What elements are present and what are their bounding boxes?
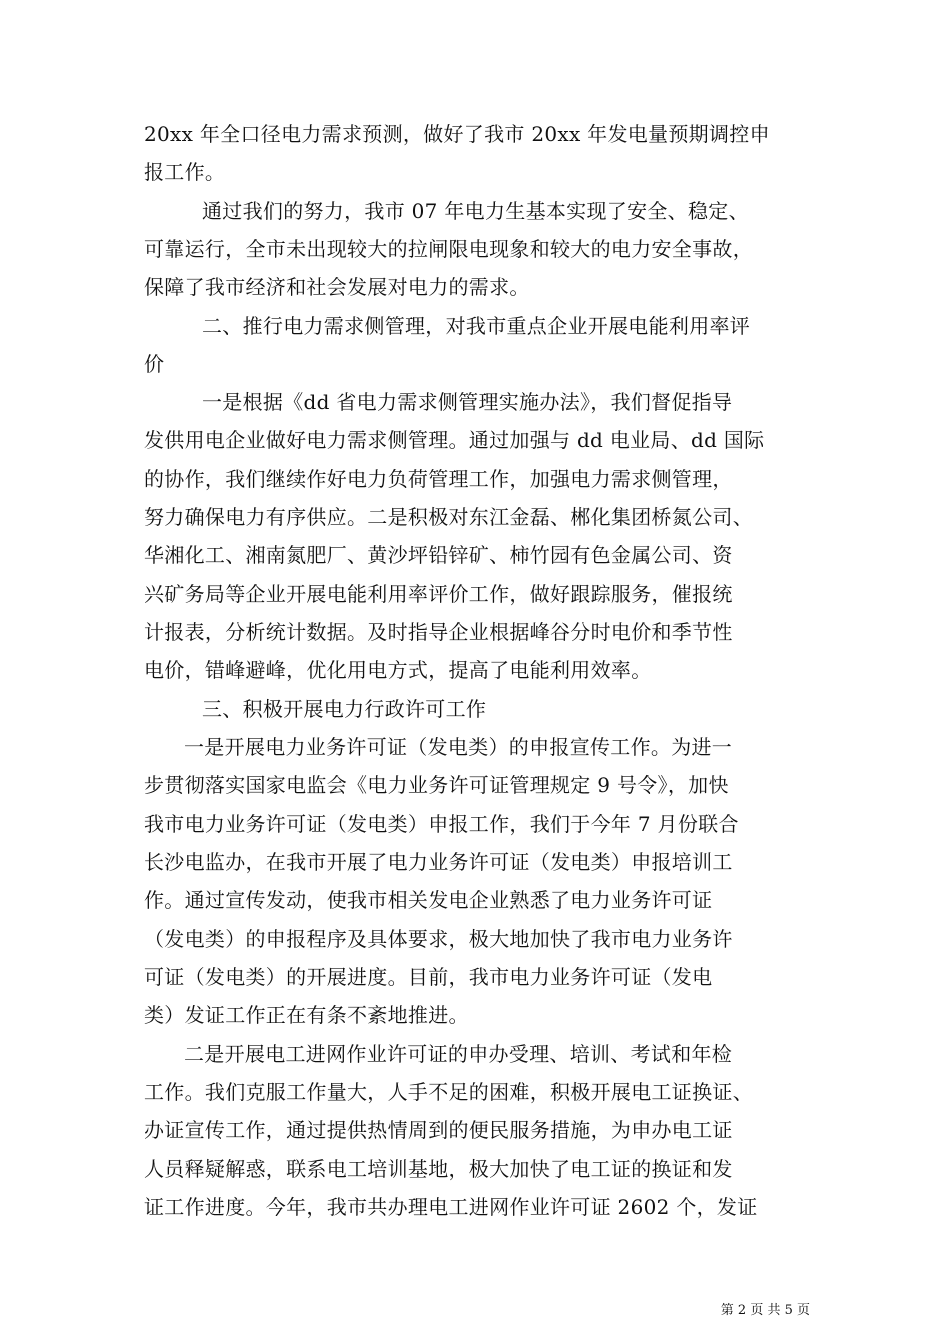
text-line: 的协作，我们继续作好电力负荷管理工作，加强电力需求侧管理，	[144, 467, 733, 491]
text-line: 人员释疑解惑，联系电工培训基地，极大加快了电工证的换证和发	[144, 1157, 733, 1181]
text-line: 可证（发电类）的开展进度。目前，我市电力业务许可证（发电	[144, 965, 713, 989]
text-line: 华湘化工、湘南氮肥厂、黄沙坪铅锌矿、柿竹园有色金属公司、资	[144, 543, 733, 567]
text-line: 步贯彻落实国家电监会《电力业务许可证管理规定 9 号令》，加快	[144, 773, 729, 797]
section-heading: 三、积极开展电力行政许可工作	[202, 697, 487, 721]
text-line: 可靠运行，全市未出现较大的拉闸限电现象和较大的电力安全事故，	[144, 237, 753, 261]
section-heading-continued: 价	[144, 352, 165, 376]
text-line: 证工作进度。今年，我市共办理电工进网作业许可证 2602 个，发证	[144, 1195, 758, 1219]
text-line: 电价，错峰避峰，优化用电方式，提高了电能利用效率。	[144, 658, 652, 682]
text-line: 工作。我们克服工作量大，人手不足的困难，积极开展电工证换证、	[144, 1080, 753, 1104]
text-line: 兴矿务局等企业开展电能利用率评价工作，做好跟踪服务，催报统	[144, 582, 733, 606]
text-line: 发供用电企业做好电力需求侧管理。通过加强与 dd 电业局、dd 国际	[144, 428, 765, 452]
text-line: 通过我们的努力，我市 07 年电力生基本实现了安全、稳定、	[202, 199, 749, 223]
section-heading: 二、推行电力需求侧管理，对我市重点企业开展电能利用率评	[202, 314, 751, 338]
text-line: 一是根据《dd 省电力需求侧管理实施办法》，我们督促指导	[202, 390, 733, 414]
page-number: 第 2 页 共 5 页	[720, 1303, 810, 1318]
text-line: 作。通过宣传发动，使我市相关发电企业熟悉了电力业务许可证	[144, 888, 713, 912]
text-line: 报工作。	[144, 160, 226, 184]
text-line: 努力确保电力有序供应。二是积极对东江金磊、郴化集团桥氮公司、	[144, 505, 753, 529]
text-line: 办证宣传工作，通过提供热情周到的便民服务措施，为申办电工证	[144, 1118, 733, 1142]
text-line: （发电类）的申报程序及具体要求，极大地加快了我市电力业务许	[144, 927, 733, 951]
text-line: 我市电力业务许可证（发电类）申报工作，我们于今年 7 月份联合	[144, 812, 739, 836]
text-line: 一是开展电力业务许可证（发电类）的申报宣传工作。为进一	[184, 735, 733, 759]
text-line: 类）发证工作正在有条不紊地推进。	[144, 1003, 469, 1027]
text-line: 20xx 年全口径电力需求预测，做好了我市 20xx 年发电量预期调控申	[144, 122, 770, 146]
text-line: 二是开展电工进网作业许可证的申办受理、培训、考试和年检	[184, 1042, 733, 1066]
text-line: 长沙电监办，在我市开展了电力业务许可证（发电类）申报培训工	[144, 850, 733, 874]
text-line: 计报表，分析统计数据。及时指导企业根据峰谷分时电价和季节性	[144, 620, 733, 644]
text-line: 保障了我市经济和社会发展对电力的需求。	[144, 275, 530, 299]
